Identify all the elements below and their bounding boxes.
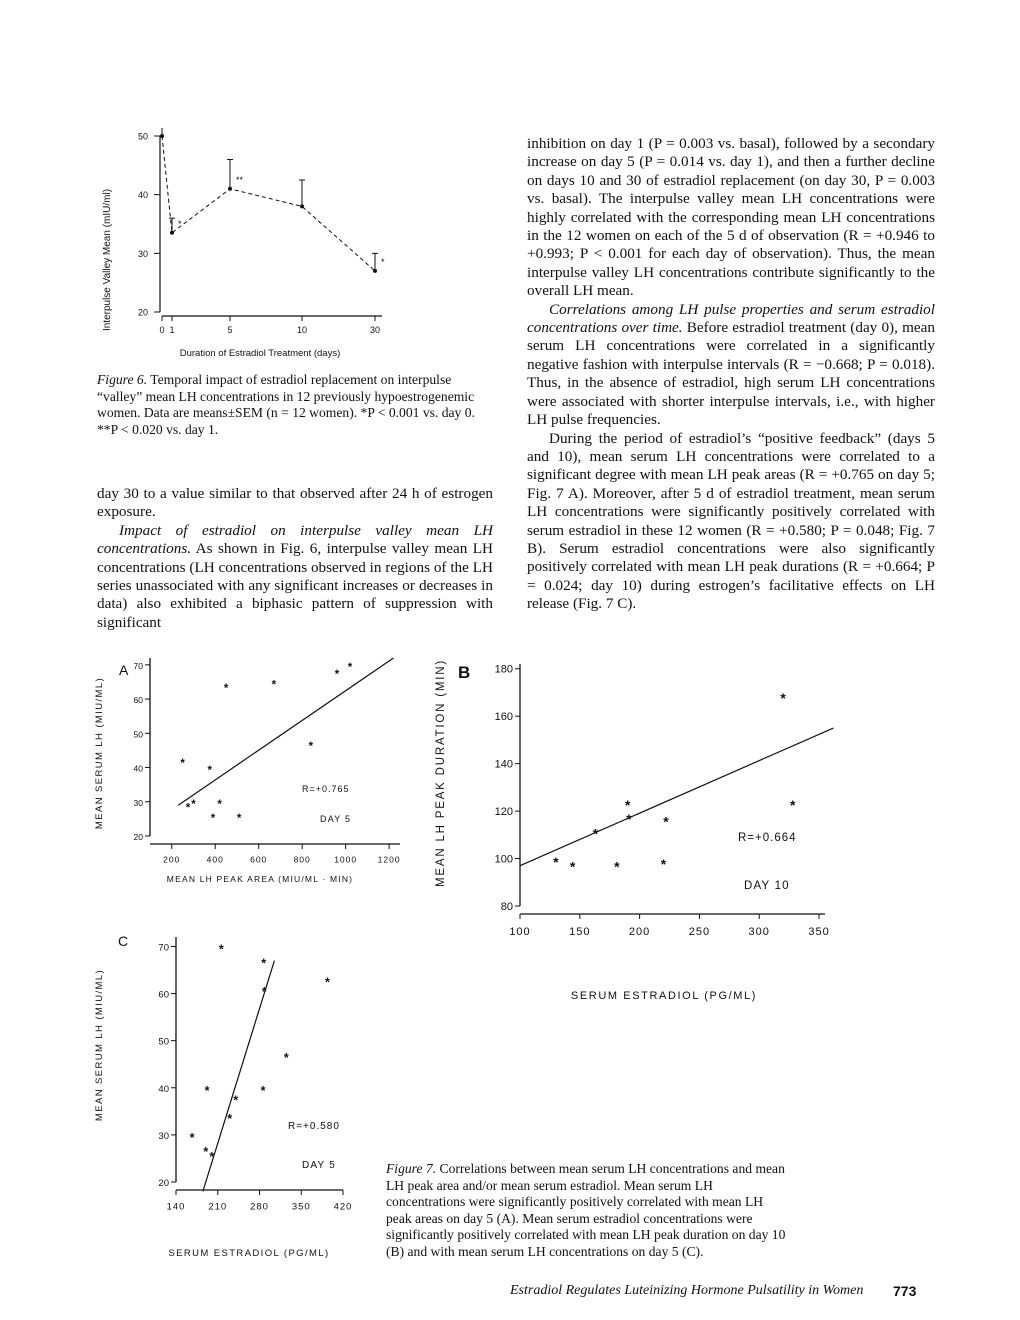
fig7c-data-point: * — [204, 1083, 210, 1098]
fig7c-y-axis-label: MEAN SERUM LH (MIU/ML) — [94, 968, 105, 1122]
fig7a-y-tick-label: 50 — [133, 729, 143, 740]
fig7b-data-point: * — [569, 858, 576, 875]
fig7b-data-point: * — [663, 813, 669, 830]
fig7b-x-tick-label: 200 — [628, 926, 651, 938]
figure-6-caption-text: Temporal impact of estradiol replacement on interpulse “valley” mean LH concentrations in 12 previously hypoestrogenemic women. Data are means±SEM (n = 12 women). *P < 0.001 vs. day 0. **P < 0.020 vs. day 1. — [97, 372, 475, 437]
fig7c-data-point: * — [227, 1112, 233, 1127]
paragraph: During the period of estradiol’s “positive feedback” (days 5 and 10), mean serum LH concentrations were correlated to a significant degree with mean LH peak areas (R = +0.765 on day 5; Fig. 7 A). Moreover, after 5 d of estradiol treatment, mean serum LH concentrations were significantly positively correlated with serum estradiol in these 12 women (R = +0.580; P = 0.048; Fig. 7 B). Serum estradiol concentrations were also significantly positively correlated with mean LH peak durations (R = +0.664; P = 0.024; day 10) during estrogen’s facilitative effects on LH release (Fig. 7 C). — [527, 429, 935, 613]
fig7a-data-point: * — [308, 740, 314, 753]
fig6-x-tick-label: 5 — [227, 325, 233, 335]
fig7a-y-tick-label: 40 — [133, 763, 143, 774]
fig7c-x-tick-label: 420 — [333, 1201, 353, 1213]
fig7b-day-label: DAY 10 — [744, 880, 790, 892]
paragraph-body: As shown in Fig. 6, interpulse valley mean LH concentrations (LH concentrations observed in regions of the LH series unassociated with any significant increases or decreases in data) also exhibited a biphasic pattern of suppression with significant — [97, 540, 493, 631]
fig7c-data-point: * — [325, 975, 330, 990]
fig7a-day-label: DAY 5 — [320, 814, 352, 824]
fig7a-x-axis-label: MEAN LH PEAK AREA (MIU/ML · MIN) — [166, 874, 354, 884]
fig7c-y-tick-label: 60 — [158, 989, 169, 1001]
figure-7-caption-text: Correlations between mean serum LH concentrations and mean LH peak area and/or mean serum estradiol. Mean serum LH concentrations were significantly positively correlated with mean LH peak areas on day 5 (A). Mean serum estradiol concentrations were significantly positively correlated with mean LH peak duration on day 10 (B) and with mean serum LH concentrations on day 5 (C). — [386, 1161, 786, 1259]
fig7b-x-tick-label: 100 — [509, 926, 531, 938]
fig6-x-axis-label: Duration of Estradiol Treatment (days) — [179, 348, 341, 359]
fig7b-x-tick-label: 350 — [808, 926, 830, 938]
fig7b-y-tick-label: 80 — [500, 901, 513, 913]
fig7b-y-tick-label: 160 — [494, 711, 513, 724]
fig7a-r-value: R=+0.765 — [302, 784, 350, 794]
fig7a-y-tick-label: 70 — [133, 660, 143, 671]
fig7c-x-tick-label: 140 — [166, 1201, 186, 1213]
fig7c-data-point: * — [260, 1083, 266, 1098]
fig6-data-point — [228, 187, 232, 191]
paragraph — [527, 301, 935, 430]
section-heading: Correlations among LH pulse properties and serum estradiol concentrations over time. — [527, 300, 935, 337]
fig7c-day-label: DAY 5 — [302, 1160, 336, 1171]
paragraph-body: Before estradiol treatment (day 0), mean serum LH concentrations were correlated in a significantly negative fashion with interpulse intervals (R = −0.668; P = 0.018). Thus, in the absence of estradiol, high serum LH concentrations were associated with shorter interpulse intervals, i.e., with higher LH pulse frequencies. — [527, 319, 935, 429]
figure-6-caption — [97, 372, 493, 438]
fig7b-data-point: * — [592, 825, 599, 842]
fig7a-regression-line — [178, 658, 393, 805]
fig6-data-point — [160, 134, 164, 138]
paragraph: day 30 to a value similar to that observed after 24 h of estrogen exposure. — [97, 485, 493, 521]
figure-7-caption — [386, 1161, 786, 1261]
fig6-y-tick-label: 30 — [137, 248, 148, 259]
fig7a-y-tick-label: 30 — [133, 797, 143, 808]
fig7b-x-tick-label: 250 — [688, 926, 711, 938]
fig6-x-tick-label: 30 — [369, 325, 381, 335]
fig7a-data-point: * — [185, 802, 191, 815]
fig7c-data-point: * — [283, 1050, 289, 1065]
page-number: 773 — [893, 1283, 917, 1299]
fig6-y-tick-label: 50 — [137, 131, 148, 142]
fig7c-r-value: R=+0.580 — [288, 1121, 340, 1132]
fig7c-y-tick-label: 20 — [158, 1178, 169, 1189]
fig7c-data-point: * — [218, 942, 224, 957]
figure-7a-chart — [88, 648, 410, 888]
fig6-data-point — [300, 204, 304, 208]
fig7a-data-point: * — [223, 682, 229, 695]
fig7c-y-tick-label: 70 — [158, 942, 169, 954]
fig7b-y-tick-label: 120 — [494, 806, 513, 819]
fig7c-x-tick-label: 210 — [208, 1201, 228, 1213]
fig7a-x-tick-label: 400 — [206, 854, 224, 865]
fig7a-data-point: * — [210, 812, 216, 825]
fig7a-data-point: * — [180, 758, 185, 771]
fig7b-x-tick-label: 150 — [569, 926, 591, 938]
fig6-y-axis-label: Interpulse Valley Mean (mIU/ml) — [102, 188, 113, 332]
fig7b-data-point: * — [626, 811, 632, 828]
fig7a-data-point: * — [271, 679, 277, 692]
fig7c-data-point: * — [203, 1145, 209, 1160]
fig7c-panel-letter: C — [118, 933, 129, 949]
fig7c-data-point: * — [261, 984, 267, 999]
fig7c-x-axis-label: SERUM ESTRADIOL (PG/ML) — [168, 1248, 330, 1259]
fig7b-data-point: * — [624, 796, 631, 813]
fig7b-data-point: * — [614, 858, 620, 875]
fig7a-data-point: * — [191, 799, 196, 812]
fig7a-y-tick-label: 20 — [133, 832, 143, 842]
fig7a-y-axis-label: MEAN SERUM LH (MIU/ML) — [94, 676, 105, 830]
fig6-x-tick-label: 0 — [159, 325, 165, 335]
fig7c-data-point: * — [189, 1131, 195, 1146]
fig7a-x-tick-label: 600 — [250, 854, 268, 865]
fig7c-x-tick-label: 280 — [250, 1201, 269, 1213]
fig7b-y-tick-label: 180 — [494, 663, 513, 676]
fig7a-data-point: * — [207, 764, 213, 777]
fig7c-data-point: * — [233, 1093, 239, 1108]
fig6-y-tick-label: 20 — [137, 307, 148, 318]
fig7a-y-tick-label: 60 — [133, 695, 143, 706]
fig7a-data-point: * — [236, 812, 242, 825]
fig7b-y-axis-label: MEAN LH PEAK DURATION (MIN) — [435, 659, 447, 887]
fig7b-panel-letter: B — [458, 663, 471, 682]
fig7a-panel-letter: A — [119, 662, 129, 678]
fig6-significance-mark: * — [178, 218, 182, 229]
fig7a-x-tick-label: 800 — [293, 854, 311, 865]
fig7b-y-tick-label: 140 — [494, 758, 513, 771]
fig6-significance-mark: * — [381, 256, 385, 267]
fig6-data-point — [373, 269, 377, 273]
paragraph: inhibition on day 1 (P = 0.003 vs. basal), followed by a secondary increase on day 5 (P = 0.014 vs. day 1), and then a further decline on days 10 and 30 of estradiol replacement (on day 30, P = 0.003 vs. basal). The interpulse valley mean LH concentrations were highly correlated with the corresponding mean LH concentrations in the 12 women on each of the 5 d of observation (R = +0.946 to +0.993; P < 0.001 for each day of observation). Thus, the mean interpulse valley LH concentrations contribute significantly to the overall LH mean. — [527, 135, 935, 300]
paragraph — [97, 522, 493, 632]
fig7a-x-tick-label: 1200 — [377, 854, 401, 865]
section-heading: Impact of estradiol on interpulse valley mean LH concentrations. — [97, 521, 493, 558]
fig6-data-point — [170, 231, 174, 235]
left-column-text — [97, 485, 493, 632]
fig7c-data-point: * — [209, 1149, 215, 1164]
running-title: Estradiol Regulates Luteinizing Hormone Pulsatility in Women — [510, 1283, 864, 1298]
fig7c-y-tick-label: 50 — [158, 1036, 169, 1048]
fig7b-data-point: * — [553, 853, 559, 870]
fig6-x-tick-label: 1 — [169, 325, 175, 335]
fig6-significance-mark: ** — [236, 174, 244, 185]
fig7b-y-tick-label: 100 — [494, 853, 513, 866]
figure-7b-chart — [420, 648, 850, 1008]
fig6-x-tick-label: 10 — [296, 325, 308, 335]
fig7b-data-point: * — [780, 690, 786, 707]
right-column-text — [527, 135, 935, 614]
fig7b-r-value: R=+0.664 — [738, 832, 797, 844]
fig7b-x-tick-label: 300 — [748, 926, 770, 938]
fig7c-y-tick-label: 40 — [158, 1083, 169, 1095]
figure-6-chart — [90, 128, 400, 363]
fig7a-data-point: * — [217, 799, 222, 812]
fig6-series-line — [162, 136, 375, 271]
fig7b-x-axis-label: SERUM ESTRADIOL (PG/ML) — [570, 990, 758, 1002]
fig7a-data-point: * — [347, 662, 353, 675]
fig7b-regression-line — [520, 728, 833, 866]
fig7c-y-tick-label: 30 — [158, 1130, 169, 1142]
fig7b-data-point: * — [660, 856, 667, 873]
figure-7-caption-label: Figure 7. — [386, 1161, 437, 1176]
fig7a-x-tick-label: 200 — [163, 854, 181, 865]
fig7a-data-point: * — [334, 669, 340, 682]
fig7c-data-point: * — [261, 956, 267, 971]
fig7b-data-point: * — [789, 796, 796, 813]
fig7c-x-tick-label: 350 — [291, 1201, 311, 1213]
figure-7c-chart — [88, 925, 388, 1270]
fig6-y-tick-label: 40 — [137, 190, 148, 201]
fig7a-x-tick-label: 1000 — [334, 854, 358, 865]
figure-6-caption-label: Figure 6. — [97, 372, 148, 387]
